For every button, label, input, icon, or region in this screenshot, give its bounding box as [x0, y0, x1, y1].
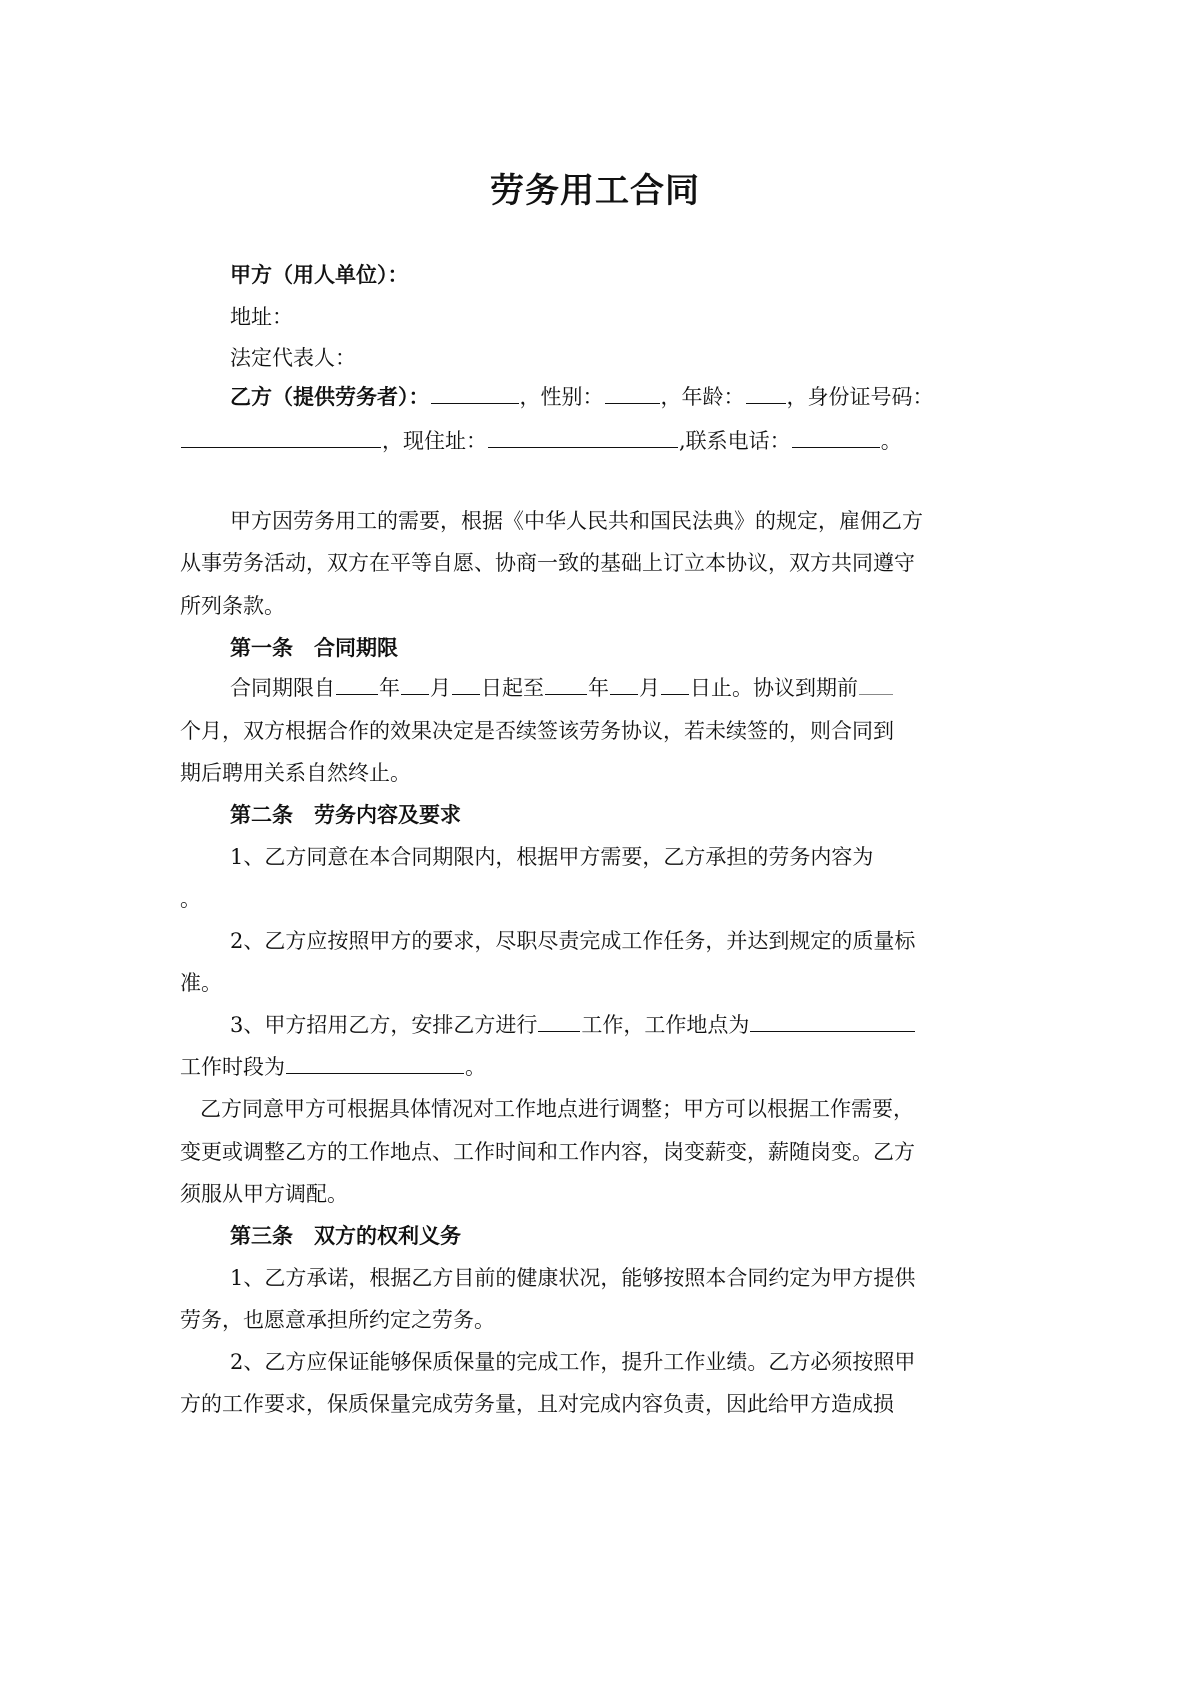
article-3-item-1-line-1: 1、乙方承诺，根据乙方目前的健康状况，能够按照本合同约定为甲方提供	[230, 1266, 916, 1290]
preamble-line-3: 所列条款。	[180, 594, 285, 618]
text-part: 月	[639, 676, 660, 700]
address-label: 地址：	[230, 305, 293, 329]
text-part: 工作，工作地点为	[581, 1013, 750, 1037]
article-3-item-1-line-2: 劳务，也愿意承担所约定之劳务。	[180, 1308, 495, 1332]
text-part: 3、甲方招用乙方，安排乙方进行	[230, 1013, 538, 1037]
id-label: ，身份证号码：	[786, 385, 934, 409]
notice-months-blank[interactable]	[859, 674, 893, 695]
text-part: 合同期限自	[230, 676, 335, 700]
text-part: 工作时段为	[180, 1055, 285, 1079]
residence-blank[interactable]	[488, 427, 678, 448]
article-1-line-2: 个月，双方根据合作的效果决定是否续签该劳务协议，若未续签的，则合同到	[180, 719, 894, 743]
start-year-blank[interactable]	[336, 674, 378, 695]
text-part: 月	[430, 676, 451, 700]
work-location-blank[interactable]	[750, 1011, 915, 1032]
article-2-item-3-line-2	[180, 1052, 486, 1082]
start-month-blank[interactable]	[401, 674, 429, 695]
end-month-blank[interactable]	[610, 674, 638, 695]
party-b-line-2	[180, 426, 902, 456]
article-2-item-3	[230, 1010, 916, 1040]
party-a-label: 甲方（用人单位）：	[230, 263, 409, 287]
adjust-line-2: 变更或调整乙方的工作地点、工作时间和工作内容，岗变薪变，薪随岗变。乙方	[180, 1140, 915, 1164]
article-1-line-3: 期后聘用关系自然终止。	[180, 761, 411, 785]
end-mark: 。	[880, 429, 902, 453]
legal-rep-label: 法定代表人：	[230, 346, 356, 370]
article-2-item-2: 2、乙方应按照甲方的要求，尽职尽责完成工作任务，并达到规定的质量标	[230, 929, 916, 953]
text-part: 。	[465, 1055, 486, 1079]
article-2-heading: 第二条 劳务内容及要求	[230, 803, 461, 827]
article-3-item-2-line-2: 方的工作要求，保质保量完成劳务量，且对完成内容负责，因此给甲方造成损	[180, 1392, 894, 1416]
name-blank[interactable]	[431, 383, 519, 404]
text-part: 年	[379, 676, 400, 700]
adjust-line-3: 须服从甲方调配。	[180, 1182, 348, 1206]
adjust-line-1: 乙方同意甲方可根据具体情况对工作地点进行调整；甲方可以根据工作需要，	[200, 1097, 914, 1121]
article-2-item-2-end: 准。	[180, 971, 222, 995]
job-type-blank[interactable]	[538, 1011, 580, 1032]
preamble-line-2: 从事劳务活动，双方在平等自愿、协商一致的基础上订立本协议，双方共同遵守	[180, 551, 915, 575]
article-1-heading: 第一条 合同期限	[230, 636, 398, 660]
age-label: ，年龄：	[660, 385, 745, 409]
end-day-blank[interactable]	[661, 674, 689, 695]
party-b-line	[230, 382, 934, 412]
article-2-item-1-end: 。	[180, 887, 201, 911]
preamble-line-1: 甲方因劳务用工的需要，根据《中华人民共和国民法典》的规定，雇佣乙方	[230, 509, 923, 533]
article-2-item-1: 1、乙方同意在本合同期限内，根据甲方需要，乙方承担的劳务内容为	[230, 845, 874, 869]
phone-blank[interactable]	[792, 427, 880, 448]
residence-label: ，现住址：	[382, 429, 487, 453]
article-3-item-2-line-1: 2、乙方应保证能够保质保量的完成工作，提升工作业绩。乙方必须按照甲	[230, 1350, 916, 1374]
party-b-label: 乙方（提供劳务者）：	[230, 385, 430, 409]
gender-label: ，性别：	[519, 385, 604, 409]
end-year-blank[interactable]	[545, 674, 587, 695]
article-3-heading: 第三条 双方的权利义务	[230, 1224, 461, 1248]
text-part: 日止。协议到期前	[690, 676, 858, 700]
id-number-blank[interactable]	[181, 427, 381, 448]
start-day-blank[interactable]	[452, 674, 480, 695]
text-part: 年	[588, 676, 609, 700]
text-part: 日起至	[481, 676, 544, 700]
work-hours-blank[interactable]	[286, 1053, 464, 1074]
article-1-line-1	[230, 673, 894, 703]
phone-label: ,联系电话：	[679, 429, 791, 453]
document-title: 劳务用工合同	[490, 171, 700, 211]
age-blank[interactable]	[746, 383, 786, 404]
gender-blank[interactable]	[605, 383, 660, 404]
